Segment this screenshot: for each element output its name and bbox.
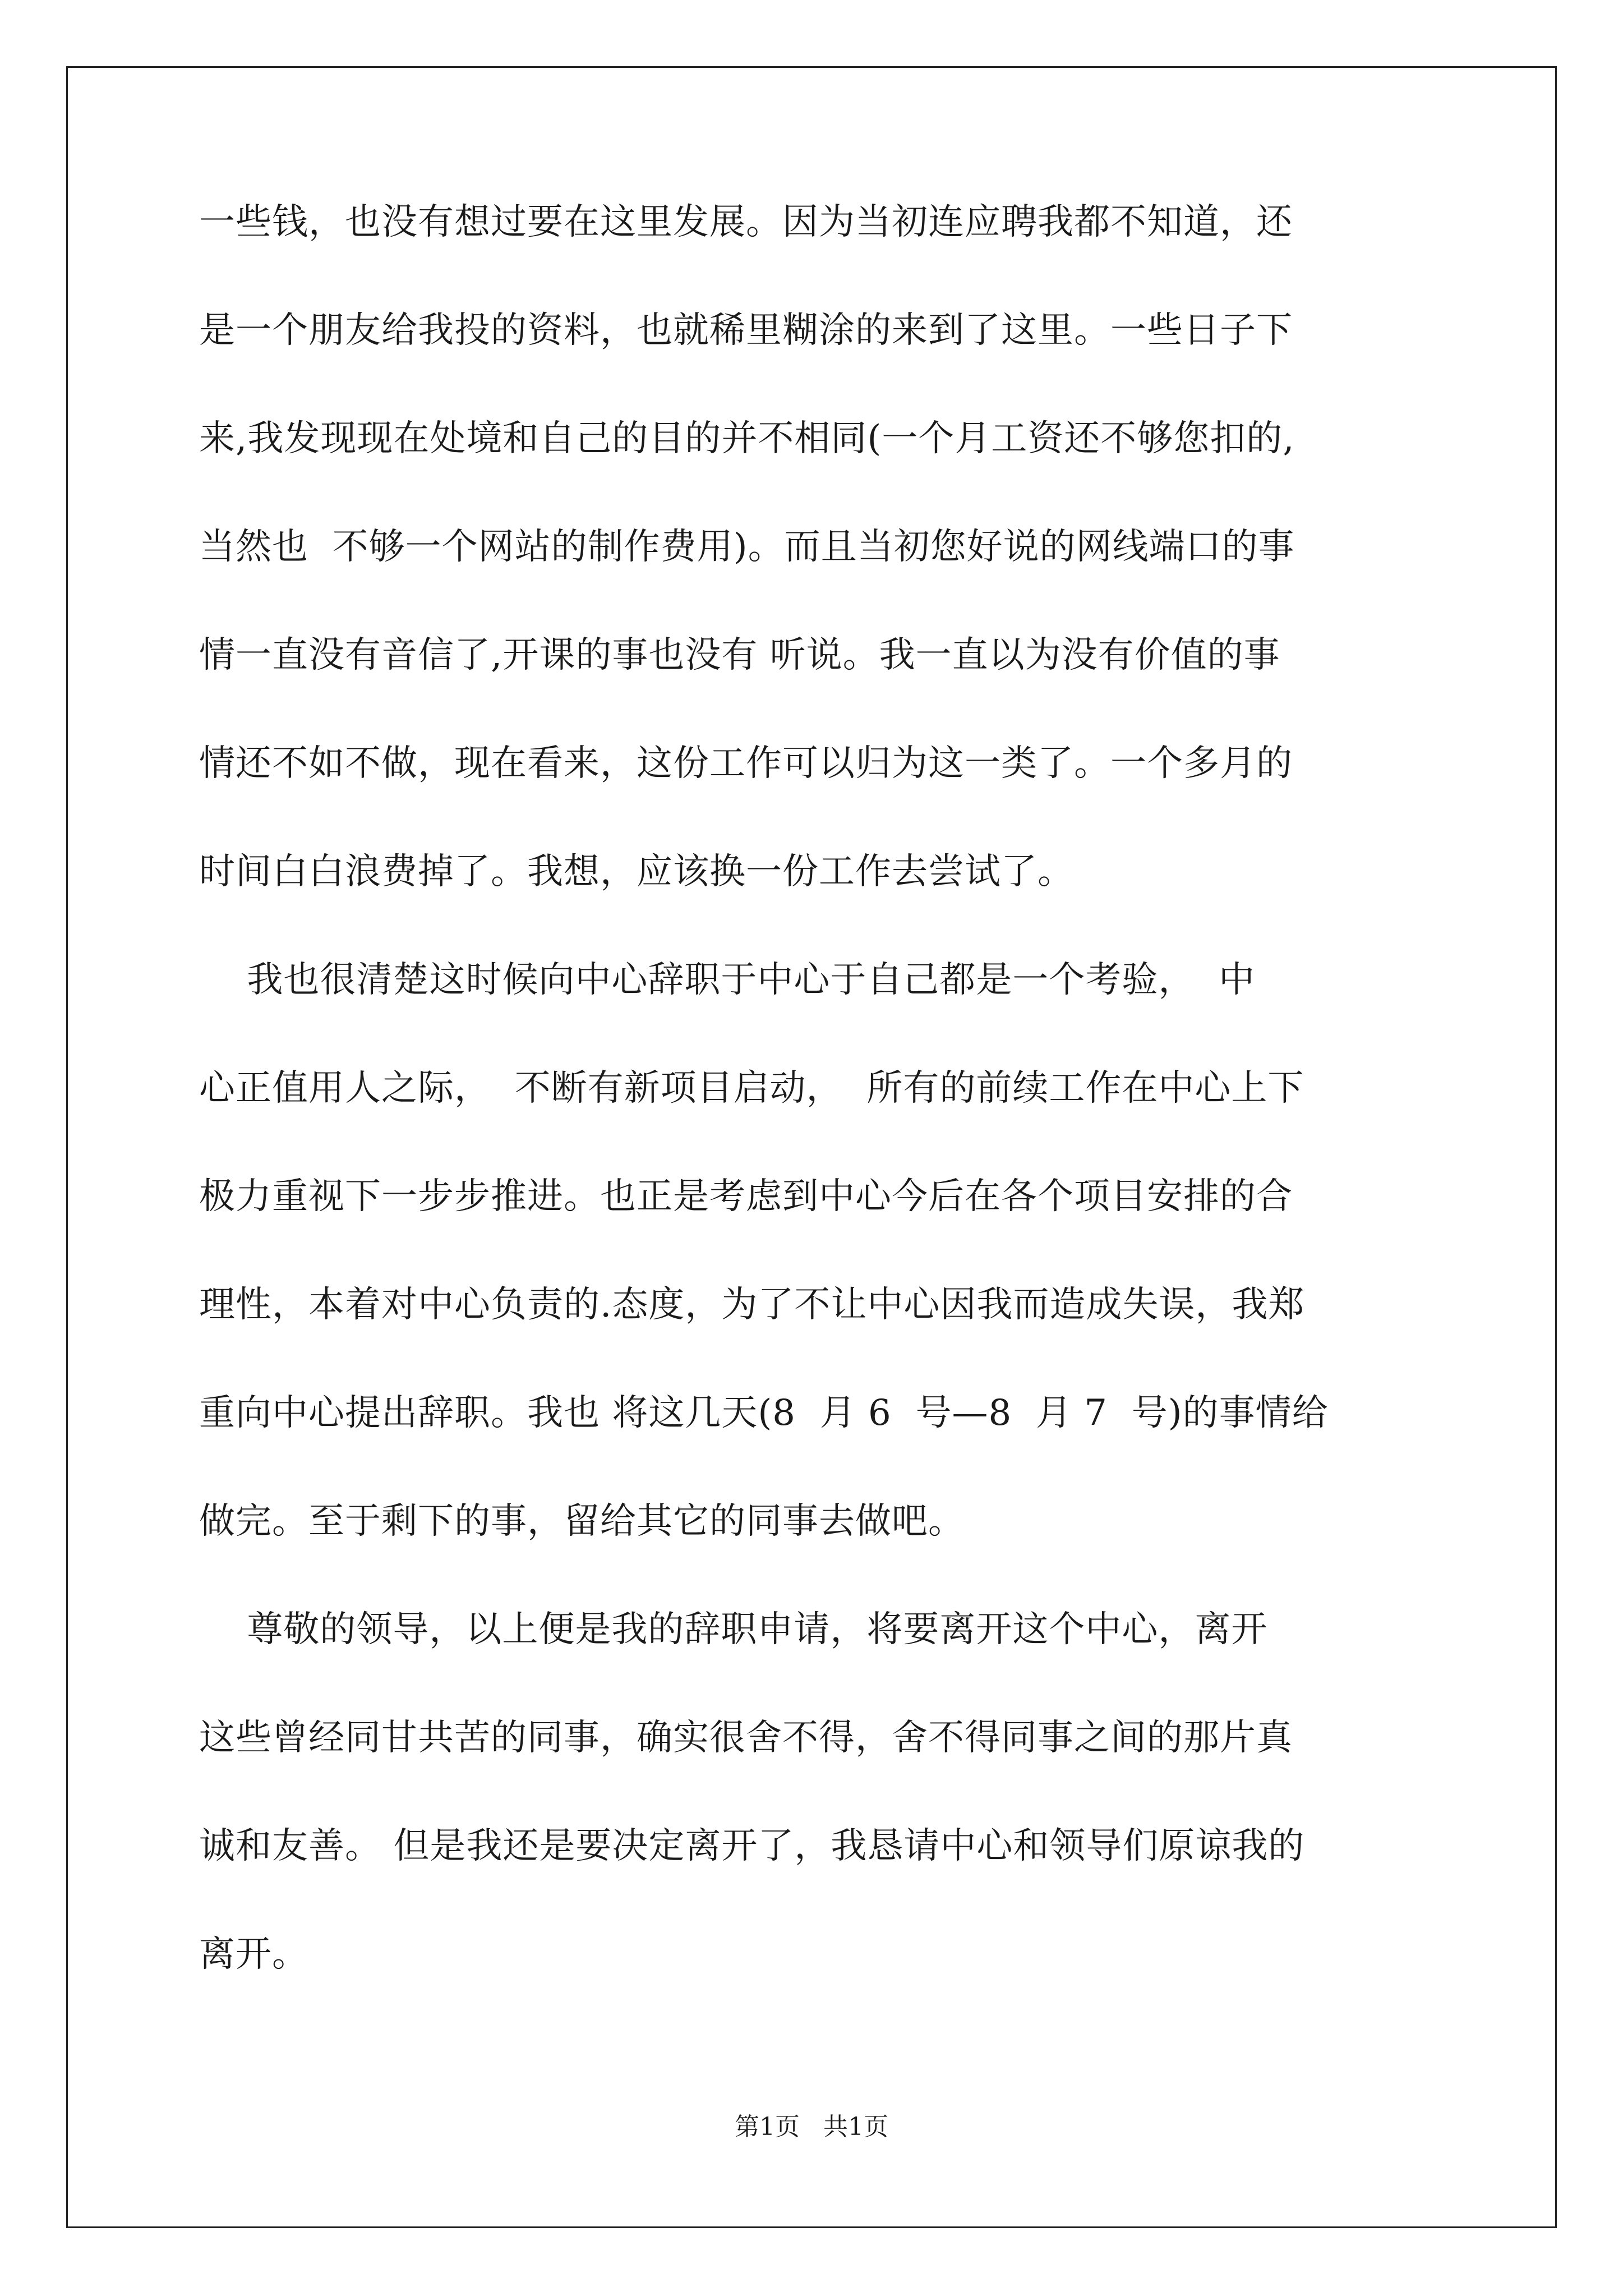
paragraph xyxy=(199,195,1422,899)
text-line: 尊敬的领导，以上便是我的辞职申请，将要离开这个中心，离开 xyxy=(199,1609,1268,1650)
text-line: 诚和友善。 但是我还是要决定离开了，我恳请中心和领导们原谅我的 xyxy=(199,1825,1305,1867)
text-line: 时间白白浪费掉了。我想，应该换一份工作去尝试了。 xyxy=(199,851,1074,892)
paragraph xyxy=(199,953,1422,1548)
text-line: 这些曾经同甘共苦的同事，确实很舍不得，舍不得同事之间的那片真 xyxy=(199,1717,1293,1759)
paragraph xyxy=(199,1603,1422,1981)
text-line: 是一个朋友给我投的资料，也就稀里糊涂的来到了这里。一些日子下 xyxy=(199,310,1293,351)
text-line: 极力重视下一步步推进。也正是考虑到中心今后在各个项目安排的合 xyxy=(199,1176,1293,1217)
text-line: 离开。 xyxy=(199,1934,308,1975)
page-number-footer: 第1页 共1页 xyxy=(735,2113,888,2141)
text-line: 情一直没有音信了,开课的事也没有 听说。我一直以为没有价值的事 xyxy=(199,634,1280,676)
text-line: 来,我发现现在处境和自己的目的并不相同(一个月工资还不够您扣的, xyxy=(199,418,1295,459)
text-line: 当然也 不够一个网站的制作费用)。而且当初您好说的网线端口的事 xyxy=(199,526,1295,568)
text-line: 重向中心提出辞职。我也 将这几天(8 月 6 号—8 月 7 号)的事情给 xyxy=(199,1392,1329,1434)
document-body xyxy=(199,195,1422,1981)
text-line: 情还不如不做，现在看来，这份工作可以归为这一类了。一个多月的 xyxy=(199,743,1293,784)
text-line: 我也很清楚这时候向中心辞职于中心于自己都是一个考验， 中 xyxy=(199,959,1256,1001)
text-line: 心正值用人之际， 不断有新项目启动， 所有的前续工作在中心上下 xyxy=(199,1068,1304,1109)
text-line: 做完。至于剩下的事，留给其它的同事去做吧。 xyxy=(199,1501,965,1542)
text-line: 一些钱，也没有想过要在这里发展。因为当初连应聘我都不知道，还 xyxy=(199,201,1293,243)
text-line: 理性，本着对中心负责的.态度，为了不让中心因我而造成失误，我郑 xyxy=(199,1284,1305,1326)
